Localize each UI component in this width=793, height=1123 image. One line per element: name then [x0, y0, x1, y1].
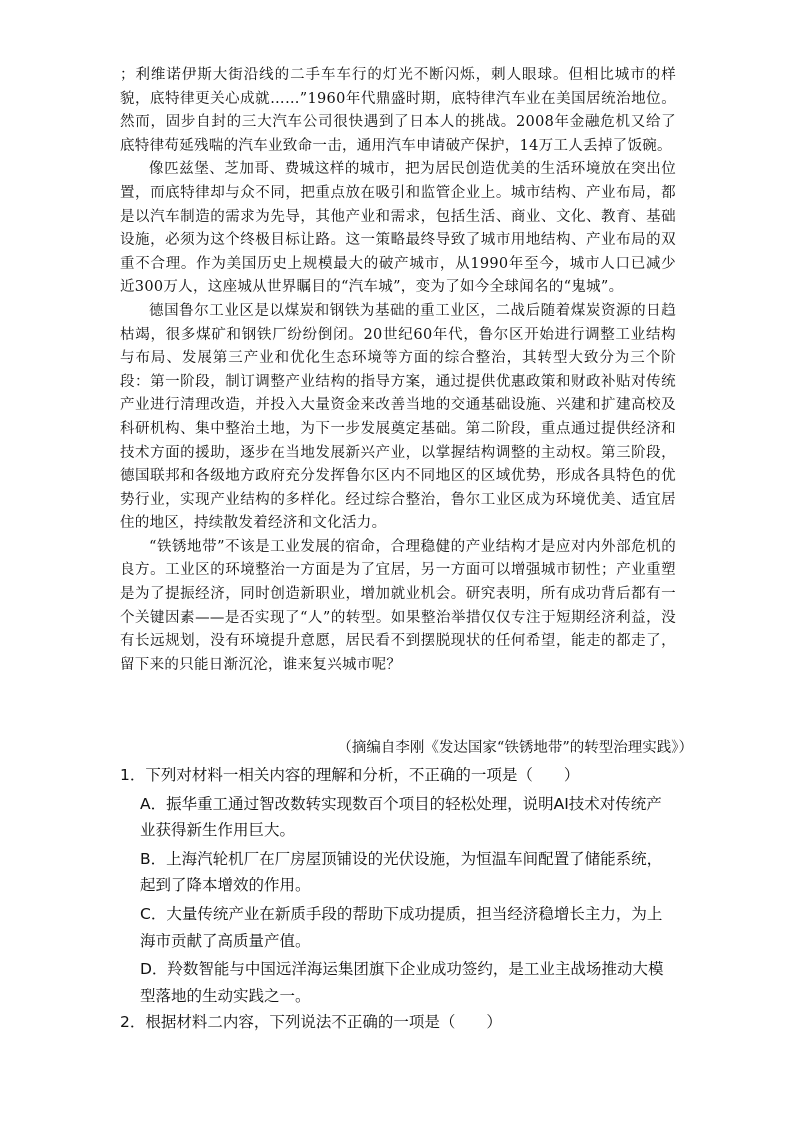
question-1	[120, 762, 676, 1009]
reading-passage	[120, 64, 676, 677]
question-1-option-c[interactable]: C．大量传统产业在新质手段的帮助下成功提质，担当经济稳增长主力，为上海市贡献了高质量产值。	[140, 904, 663, 950]
question-1-option-d[interactable]: D．羚数智能与中国远洋海运集团旗下企业成功签约，是工业主战场推动大模型落地的生动实践之一。	[140, 960, 664, 1005]
question-1-option-a[interactable]: A．振华重工通过智改数转实现数百个项目的轻松处理，说明AI技术对传统产业获得新生作用巨大。	[140, 794, 662, 840]
passage-source: （摘编自李刚《发达国家“铁锈地带”的转型治理实践》）	[337, 740, 693, 756]
passage-paragraph-1: ；利维诺伊斯大街沿线的二手车车行的灯光不断闪烁，刺人眼球。但相比城市的样貌，底特律更关心成就……”1960年代鼎盛时期，底特律汽车业在美国居统治地位。然而，固步自封的三大汽车公司很快遇到了日本人的挑战。2008年金融危机又给了底特律苟延残喘的汽车业致命一击，通用汽车申请破产保护，14万工人丢掉了饭碗。	[120, 67, 676, 154]
passage-paragraph-3: 德国鲁尔工业区是以煤炭和钢铁为基础的重工业区，二战后随着煤炭资源的日趋枯竭，很多煤矿和钢铁厂纷纷倒闭。20世纪60年代，鲁尔区开始进行调整工业结构与布局、发展第三产业和优化生态环境等方面的综合整治，其转型大致分为三个阶段：第一阶段，制订调整产业结构的指导方案，通过提供优惠政策和财政补贴对传统产业进行清理改造，并投入大量资金来改善当地的交通基础设施、兴建和扩建高校及科研机构、集中整治土地，为下一步发展奠定基础。第二阶段，重点通过提供经济和技术方面的援助，逐步在当地发展新兴产业，以掌握结构调整的主动权。第三阶段，德国联邦和各级地方政府充分发挥鲁尔区内不同地区的区域优势，形成各具特色的优势行业，实现产业结构的多样化。经过综合整治，鲁尔工业区成为环境优美、适宜居住的地区，持续散发着经济和文化活力。	[120, 302, 676, 532]
passage-paragraph-2: 像匹兹堡、芝加哥、费城这样的城市，把为居民创造优美的生活环境放在突出位置，而底特律却与众不同，把重点放在吸引和监管企业上。城市结构、产业布局，都是以汽车制造的需求为先导，其他产业和需求，包括生活、商业、文化、教育、基础设施，必须为这个终极目标让路。这一策略最终导致了城市用地结构、产业布局的双重不合理。作为美国历史上规模最大的破产城市，从1990年至今，城市人口已减少近300万人，这座城从世界瞩目的“汽车城”，变为了如今全球闻名的“鬼城”。	[120, 161, 676, 296]
passage-paragraph-4: “铁锈地带”不该是工业发展的宿命，合理稳健的产业结构才是应对内外部危机的良方。工业区的环境整治一方面是为了宜居，另一方面可以增强城市韧性；产业重塑是为了提振经济，同时创造新职业，增加就业机会。研究表明，所有成功背后都有一个关键因素——是否实现了“人”的转型。如果整治举措仅仅专注于短期经济利益，没有长远规划，没有环境提升意愿，居民看不到摆脱现状的任何希望，能走的都走了，留下来的只能日渐沉沦，谁来复兴城市呢？	[120, 538, 676, 673]
question-2-stem: 2．根据材料二内容，下列说法不正确的一项是（ ）	[120, 1013, 502, 1032]
question-2	[120, 1009, 676, 1036]
question-list	[120, 762, 676, 1036]
question-1-option-b[interactable]: B．上海汽轮机厂在厂房屋顶铺设的光伏设施，为恒温车间配置了储能系统，起到了降本增效的作用。	[140, 849, 663, 895]
question-1-stem: 1．下列对材料一相关内容的理解和分析，不正确的一项是（ ）	[120, 766, 580, 784]
